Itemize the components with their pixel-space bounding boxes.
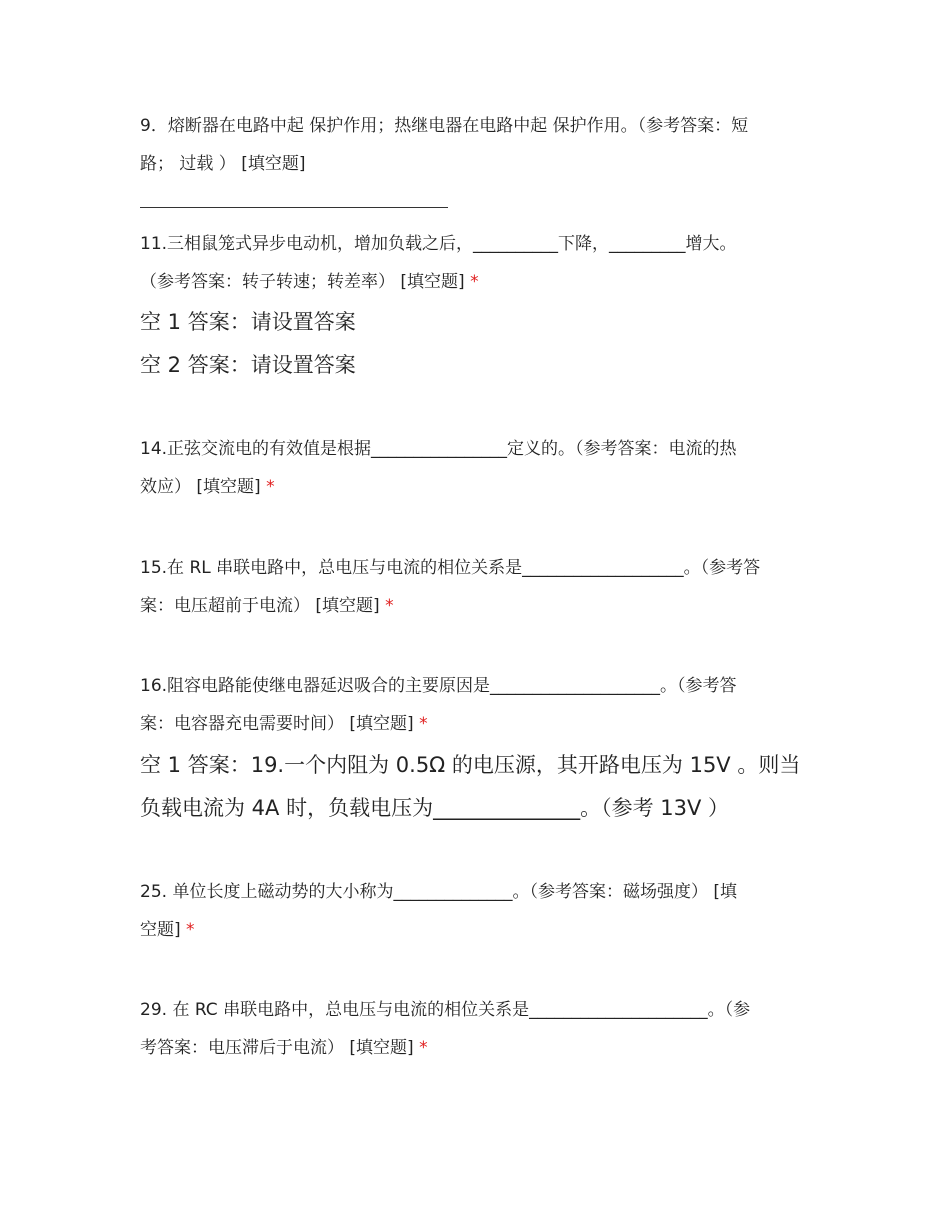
- question-text-line2: 案：电容器充电需要时间） [填空题]: [140, 714, 420, 734]
- question-14: [140, 430, 812, 506]
- question-text-line2: 案：电压超前于电流） [填空题]: [140, 596, 386, 616]
- answer-text-line1: 空 1 答案：19.一个内阻为 0.5Ω 的电压源，其开路电压为 15V 。则当: [140, 753, 801, 777]
- required-star: *: [186, 920, 195, 940]
- answer-blank-2[interactable]: 空 2 答案：请设置答案: [140, 353, 356, 377]
- question-15: [140, 549, 812, 625]
- question-text-line1: 14.正弦交流电的有效值是根据________________定义的。（参考答案：电流的热: [140, 439, 737, 459]
- question-text-line2-wrap: [140, 705, 812, 743]
- question-text-line2: 考答案：电压滞后于电流） [填空题]: [140, 1038, 420, 1058]
- question-text-line1: 25. 单位长度上磁动势的大小称为______________。（参考答案：磁场强度） [填: [140, 882, 737, 902]
- answer-text-line2: 负载电流为 4A 时，负载电压为______________。（参考 13V ）: [140, 796, 730, 820]
- question-16: [140, 667, 812, 743]
- question-text-line2-wrap: [140, 468, 812, 506]
- question-text-line2: （参考答案：转子转速；转差率） [填空题]: [140, 272, 471, 292]
- required-star: *: [385, 596, 394, 616]
- required-star: *: [419, 714, 428, 734]
- required-star: *: [470, 272, 479, 292]
- question-text-line1: 15.在 RL 串联电路中，总电压与电流的相位关系是___________________。（参考答: [140, 558, 761, 578]
- question-text-line2: 路； 过载 ） [填空题]: [140, 154, 306, 174]
- question-text-line2: 效应） [填空题]: [140, 477, 267, 497]
- required-star: *: [419, 1038, 428, 1058]
- question-29: [140, 991, 812, 1067]
- question-9: [140, 107, 812, 183]
- question-text-line2: 空题]: [140, 920, 187, 940]
- question-text-line1: 29. 在 RC 串联电路中，总电压与电流的相位关系是_____________________。（参: [140, 1000, 751, 1020]
- question-25: [140, 873, 812, 949]
- question-text-line1: 9．熔断器在电路中起 保护作用；热继电器在电路中起 保护作用。（参考答案：短: [140, 116, 749, 136]
- required-star: *: [266, 477, 275, 497]
- answer-blank-1[interactable]: [140, 744, 812, 830]
- question-text-line1: 16.阻容电路能使继电器延迟吸合的主要原因是____________________。（参考答: [140, 676, 737, 696]
- question-text-line2-wrap: [140, 587, 812, 625]
- question-text-line2-wrap: [140, 911, 812, 949]
- question-text-line2-wrap: [140, 263, 812, 301]
- question-11: [140, 225, 812, 301]
- question-text-line2-wrap: [140, 1029, 812, 1067]
- question-text-line1: 11.三相鼠笼式异步电动机，增加负载之后，__________下降，_________增大。: [140, 234, 737, 254]
- answer-blank-1[interactable]: 空 1 答案：请设置答案: [140, 310, 356, 334]
- answer-underline[interactable]: [140, 207, 448, 208]
